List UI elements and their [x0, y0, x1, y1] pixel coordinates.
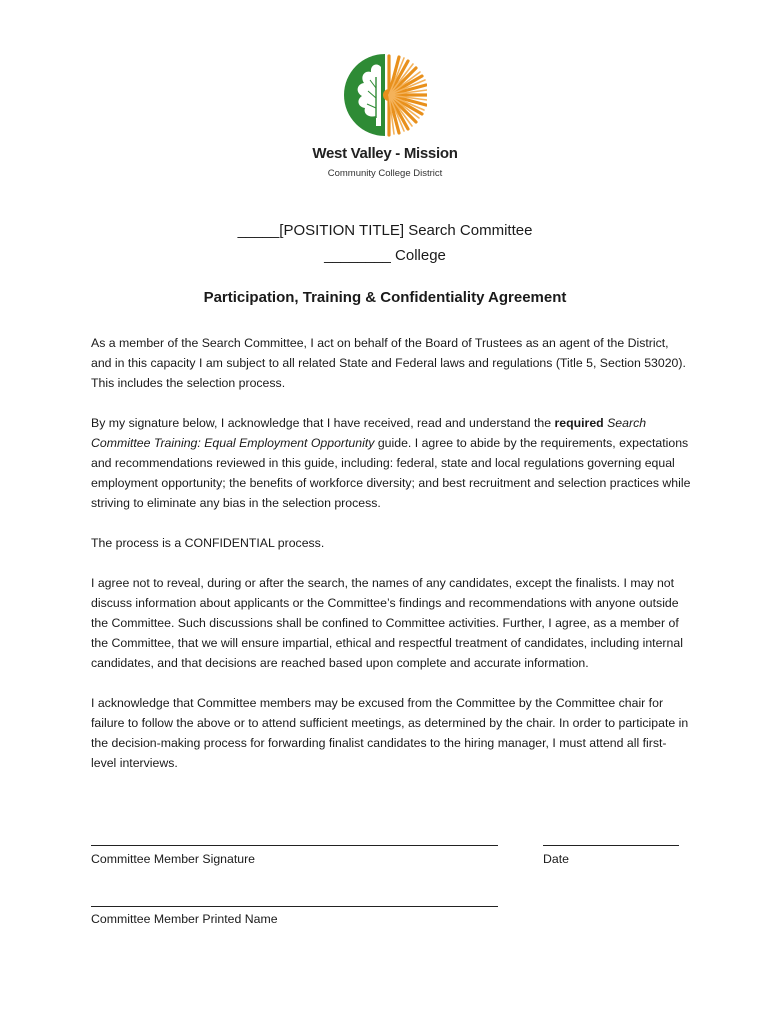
- college-line: ________ College: [324, 247, 446, 264]
- org-name: West Valley - Mission: [312, 145, 458, 162]
- paragraph-nondisclosure: I agree not to reveal, during or after the search, the names of any candidates, except the finalists. I may not discuss information about applicants or the Committee’s findings and recommendations with anyone outside the Committee. Such discussions shall be confined to Committee activities. Further, I agree, as a member of the Committee, that we will ensure impartial, ethical and respectful treatment of candidates, including internal candidates, and that decisions are reached based upon complete and accurate information.: [91, 576, 683, 670]
- date-line[interactable]: [543, 845, 679, 846]
- position-title-line: _____[POSITION TITLE] Search Committee: [237, 222, 533, 239]
- paragraph-training-acknowledgement: [91, 413, 691, 513]
- signature-label: Committee Member Signature: [91, 852, 256, 866]
- guide-title: Search Committee Training: Equal Employment Opportunity: [91, 416, 647, 450]
- date-label: Date: [543, 852, 569, 866]
- signature-line[interactable]: [91, 845, 498, 846]
- logo-emblem-icon: [343, 52, 427, 138]
- agreement-body: [91, 333, 691, 793]
- district-logo: [300, 52, 470, 187]
- org-subtitle: Community College District: [327, 168, 443, 179]
- required-emphasis: required: [554, 416, 604, 430]
- paragraph-text: guide. I agree to abide by the requirements, expectations and recommendations reviewed in this guide, including: federal, state and local regulations governing equal employment opportunity; the benefits of workforce diversity; and best recruitment and selection practices while striving to eliminate any bias in the selection process.: [91, 436, 691, 510]
- printed-name-label: Committee Member Printed Name: [91, 912, 278, 926]
- document-header: [0, 218, 770, 268]
- paragraph-agent-role: As a member of the Search Committee, I act on behalf of the Board of Trustees as an agent of the District, and in this capacity I am subject to all related State and Federal laws and regulations (Title 5, Section 53020). This includes the selection process.: [91, 336, 686, 390]
- printed-name-line[interactable]: [91, 906, 498, 907]
- paragraph-text: By my signature below, I acknowledge that I have received, read and understand the: [91, 416, 555, 430]
- paragraph-excusal: I acknowledge that Committee members may be excused from the Committee by the Committee chair for failure to follow the above or to attend sufficient meetings, as determined by the chair. In order to participate in the decision-making process for forwarding finalist candidates to the hiring manager, I must attend all first-level interviews.: [91, 696, 689, 770]
- agreement-title: Participation, Training & Confidentiality Agreement: [203, 289, 567, 306]
- paragraph-confidential: The process is a CONFIDENTIAL process.: [91, 536, 325, 550]
